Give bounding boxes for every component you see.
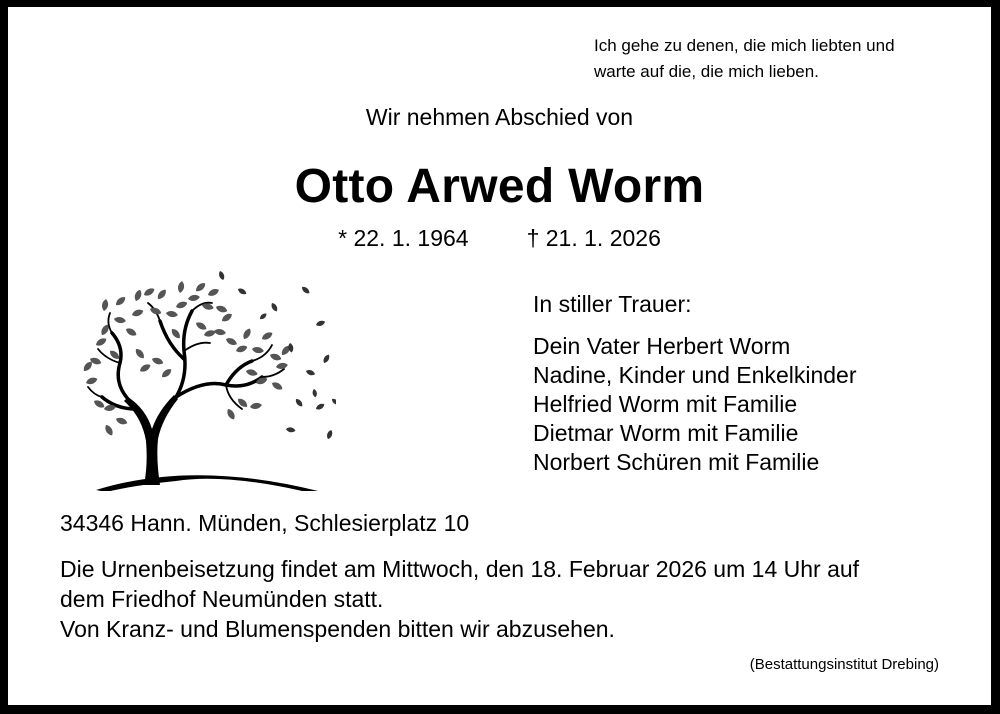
mourner-item: Dietmar Worm mit Familie [533, 420, 799, 446]
tree-branches [102, 311, 262, 409]
mourning-heading: In stiller Trauer: [533, 291, 692, 317]
birth-date: * 22. 1. 1964 [338, 225, 469, 251]
ceremony-line: dem Friedhof Neumünden statt. [60, 586, 384, 612]
quote-line: warte auf die, die mich lieben. [594, 62, 819, 81]
ceremony-details [60, 554, 960, 644]
quote-line: Ich gehe zu denen, die mich liebten und [594, 36, 895, 55]
mourners-list [533, 332, 856, 477]
mourning-address: 34346 Hann. Münden, Schlesierplatz 10 [60, 510, 470, 536]
obituary-notice [8, 7, 991, 705]
tree-leaves [82, 281, 292, 437]
mourner-item: Norbert Schüren mit Familie [533, 449, 820, 475]
mourner-item: Nadine, Kinder und Enkelkinder [533, 362, 857, 388]
death-date: † 21. 1. 2026 [526, 225, 661, 251]
funeral-home: (Bestattungsinstitut Drebing) [749, 656, 939, 673]
ceremony-line: Die Urnenbeisetzung findet am Mittwoch, den 18. Februar 2026 um 14 Uhr auf [60, 556, 860, 582]
ceremony-line: Von Kranz- und Blumenspenden bitten wir abzusehen. [60, 616, 615, 642]
mourner-item: Helfried Worm mit Familie [533, 391, 798, 417]
farewell-line: Wir nehmen Abschied von [365, 104, 634, 130]
hill-shape [96, 475, 326, 491]
memorial-quote [594, 33, 974, 85]
life-dates [8, 225, 991, 252]
tree-illustration [76, 259, 336, 491]
mourner-item: Dein Vater Herbert Worm [533, 333, 791, 359]
deceased-name: Otto Arwed Worm [294, 160, 705, 213]
